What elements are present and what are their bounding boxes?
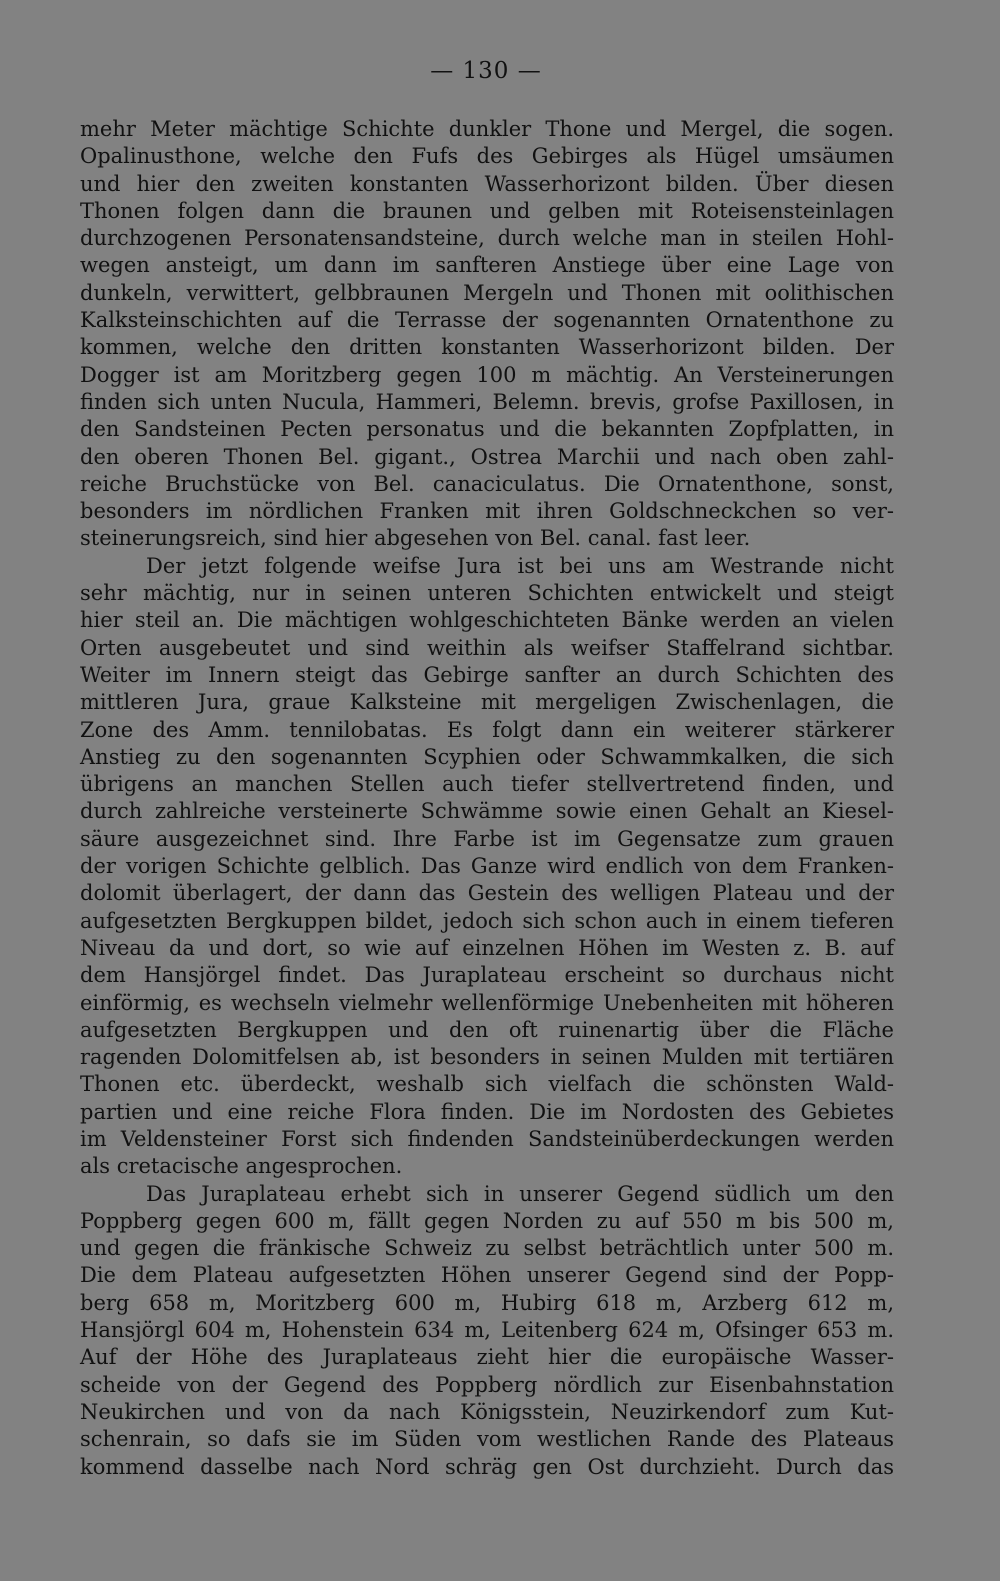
text-line: übrigens an manchen Stellen auch tiefer stellvertretend finden, und xyxy=(80,772,894,797)
text-line: Anstieg zu den sogenannten Scyphien oder Schwammkalken, die sich xyxy=(80,744,894,769)
text-line: Kalksteinschichten auf die Terrasse der sogenannten Ornatenthone zu xyxy=(80,308,894,333)
text-line: Auf der Höhe des Juraplateaus zieht hier die europäische Wasser- xyxy=(80,1345,894,1370)
text-line: partien und eine reiche Flora finden. Die im Nordosten des Gebietes xyxy=(80,1099,894,1124)
text-line: mehr Meter mächtige Schichte dunkler Thone und Mergel, die sogen. xyxy=(80,117,894,141)
text-line: wegen ansteigt, um dann im sanfteren Anstiege über eine Lage von xyxy=(80,253,894,278)
text-line: den oberen Thonen Bel. gigant., Ostrea Marchii und nach oben zahl- xyxy=(80,444,894,469)
text-line: hier steil an. Die mächtigen wohlgeschichteten Bänke werden an vielen xyxy=(80,608,894,633)
text-line: reiche Bruchstücke von Bel. canaciculatus. Die Ornatenthone, sonst, xyxy=(80,471,894,496)
text-line: besonders im nördlichen Franken mit ihren Goldschneckchen so ver- xyxy=(80,499,894,524)
text-line: aufgesetzten Bergkuppen bildet, jedoch sich schon auch in einem tieferen xyxy=(80,908,894,933)
page-number: — 130 — xyxy=(430,58,542,84)
text-line: einförmig, es wechseln vielmehr wellenförmige Unebenheiten mit höheren xyxy=(80,990,894,1015)
text-line: aufgesetzten Bergkuppen und den oft ruinenartig über die Fläche xyxy=(80,1017,894,1042)
text-line: den Sandsteinen Pecten personatus und die bekannten Zopfplatten, in xyxy=(80,417,894,442)
text-line: Das Juraplateau erhebt sich in unserer Gegend südlich um den xyxy=(146,1181,894,1206)
text-line: Zone des Amm. tennilobatas. Es folgt dann ein weiterer stärkerer xyxy=(80,717,894,742)
text-line: Thonen folgen dann die braunen und gelben mit Roteisensteinlagen xyxy=(80,198,894,223)
text-line: Dogger ist am Moritzberg gegen 100 m mächtig. An Versteinerungen xyxy=(80,362,894,387)
text-line: dolomit überlagert, der dann das Gestein des welligen Plateau und der xyxy=(80,881,894,906)
text-line: Poppberg gegen 600 m, fällt gegen Norden zu auf 550 m bis 500 m, xyxy=(80,1208,894,1233)
text-line: Der jetzt folgende weifse Jura ist bei uns am Westrande nicht xyxy=(146,553,894,578)
text-line: kommen, welche den dritten konstanten Wasserhorizont bilden. Der xyxy=(80,335,894,360)
text-line: im Veldensteiner Forst sich findenden Sandsteinüberdeckungen werden xyxy=(80,1126,894,1151)
text-line: finden sich unten Nucula, Hammeri, Belemn. brevis, grofse Paxillosen, in xyxy=(80,389,894,414)
text-line: Weiter im Innern steigt das Gebirge sanfter an durch Schichten des xyxy=(80,662,894,687)
text-line: Thonen etc. überdeckt, weshalb sich vielfach die schönsten Wald- xyxy=(80,1072,894,1097)
text-line: berg 658 m, Moritzberg 600 m, Hubirg 618 m, Arzberg 612 m, xyxy=(80,1290,894,1315)
text-line: dem Hansjörgel findet. Das Juraplateau erscheint so durchaus nicht xyxy=(80,963,894,988)
text-body xyxy=(80,116,894,1481)
text-line: kommend dasselbe nach Nord schräg gen Ost durchzieht. Durch das xyxy=(80,1454,894,1479)
text-line: steinerungsreich, sind hier abgesehen von Bel. canal. fast leer. xyxy=(80,526,751,551)
text-line: schenrain, so dafs sie im Süden vom westlichen Rande des Plateaus xyxy=(80,1427,894,1452)
text-line: scheide von der Gegend des Poppberg nördlich zur Eisenbahnstation xyxy=(80,1372,894,1397)
text-line: Die dem Plateau aufgesetzten Höhen unserer Gegend sind der Popp- xyxy=(80,1263,894,1288)
text-line: Opalinusthone, welche den Fufs des Gebirges als Hügel umsäumen xyxy=(80,144,894,169)
text-line: säure ausgezeichnet sind. Ihre Farbe ist im Gegensatze zum grauen xyxy=(80,826,894,851)
text-line: und hier den zweiten konstanten Wasserhorizont bilden. Über diesen xyxy=(80,171,894,196)
text-line: durchzogenen Personatensandsteine, durch welche man in steilen Hohl- xyxy=(80,226,894,251)
text-line: Niveau da und dort, so wie auf einzelnen Höhen im Westen z. B. auf xyxy=(80,935,894,960)
text-line: und gegen die fränkische Schweiz zu selbst beträchtlich unter 500 m. xyxy=(80,1236,894,1261)
text-line: Hansjörgl 604 m, Hohenstein 634 m, Leitenberg 624 m, Ofsinger 653 m. xyxy=(80,1318,894,1343)
text-line: Orten ausgebeutet und sind weithin als weifser Staffelrand sichtbar. xyxy=(80,635,894,660)
text-line: sehr mächtig, nur in seinen unteren Schichten entwickelt und steigt xyxy=(80,581,894,606)
text-line: dunkeln, verwittert, gelbbraunen Mergeln und Thonen mit oolithischen xyxy=(80,280,894,305)
text-line: mittleren Jura, graue Kalksteine mit mergeligen Zwischenlagen, die xyxy=(80,690,894,715)
text-line: durch zahlreiche versteinerte Schwämme sowie einen Gehalt an Kiesel- xyxy=(80,799,894,824)
text-line: Neukirchen und von da nach Königsstein, Neuzirkendorf zum Kut- xyxy=(80,1399,894,1424)
text-line: als cretacische angesprochen. xyxy=(80,1154,403,1179)
text-line: ragenden Dolomitfelsen ab, ist besonders in seinen Mulden mit tertiären xyxy=(80,1045,894,1070)
text-line: der vorigen Schichte gelblich. Das Ganze wird endlich von dem Franken- xyxy=(80,854,894,879)
